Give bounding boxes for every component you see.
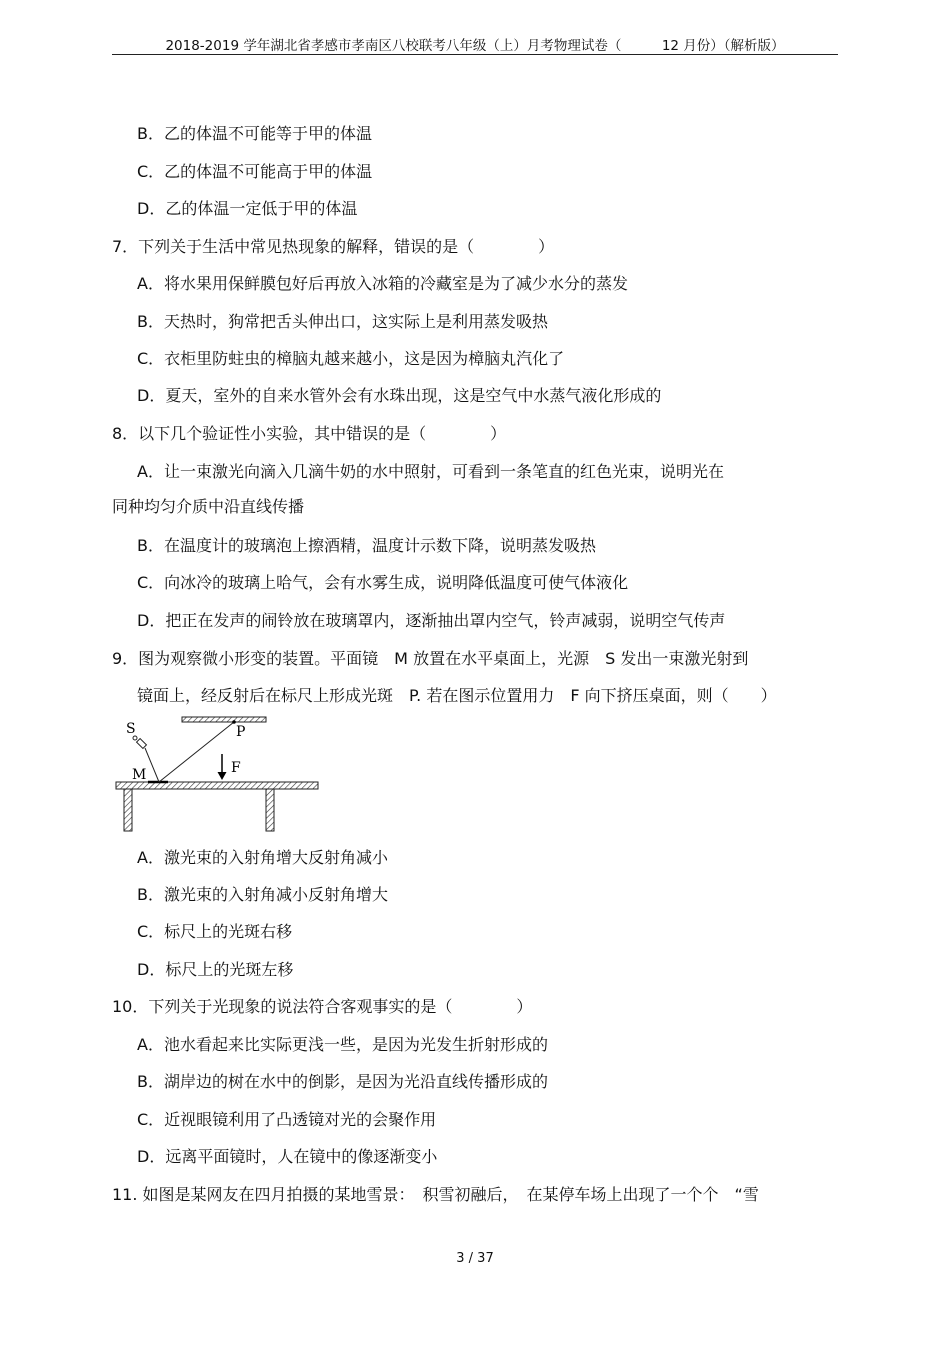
header-divider — [112, 54, 838, 55]
question-11-stem: 11. 如图是某网友在四月拍摄的某地雪景： 积雪初融后， 在某停车场上出现了一个个 “雪 — [112, 1185, 759, 1204]
question-9-option-b: B．激光束的入射角减小反射角增大 — [137, 885, 388, 904]
prev-option-c: C．乙的体温不可能高于甲的体温 — [137, 162, 373, 181]
table-leg-right — [266, 789, 274, 831]
question-9-stem-line1: 9．图为观察微小形变的装置。平面镜 M 放置在水平桌面上，光源 S 发出一束激光射到 — [112, 649, 749, 668]
table-top — [116, 782, 318, 789]
question-7-option-c: C．衣柜里防蛀虫的樟脑丸越来越小，这是因为樟脑丸汽化了 — [137, 349, 565, 368]
question-10-option-b: B．湖岸边的树在水中的倒影，是因为光沿直线传播形成的 — [137, 1072, 548, 1091]
laser-source — [133, 736, 146, 748]
question-8-option-a: A．让一束激光向滴入几滴牛奶的水中照射，可看到一条笔直的红色光束，说明光在 — [137, 462, 724, 481]
prev-option-d: D．乙的体温一定低于甲的体温 — [137, 199, 358, 218]
question-9-option-d: D．标尺上的光斑左移 — [137, 960, 294, 979]
label-s: S — [126, 721, 136, 737]
question-9-option-c: C．标尺上的光斑右移 — [137, 922, 293, 941]
question-8-stem: 8．以下几个验证性小实验，其中错误的是（ ） — [112, 424, 507, 443]
question-9-option-a: A．激光束的入射角增大反射角减小 — [137, 848, 388, 867]
question-8-option-d: D．把正在发声的闹铃放在玻璃罩内，逐渐抽出罩内空气，铃声减弱，说明空气传声 — [137, 611, 726, 630]
label-p: P — [236, 724, 246, 740]
question-9-stem-line2: 镜面上，经反射后在标尺上形成光斑 P. 若在图示位置用力 F 向下挤压桌面，则（ ） — [137, 686, 777, 705]
question-8-option-c: C．向冰冷的玻璃上哈气，会有水雾生成，说明降低温度可使气体液化 — [137, 573, 629, 592]
page-number: 3 / 37 — [456, 1251, 494, 1266]
question-7-option-b: B．天热时，狗常把舌头伸出口，这实际上是利用蒸发吸热 — [137, 312, 548, 331]
question-10-option-c: C．近视眼镜利用了凸透镜对光的会聚作用 — [137, 1110, 437, 1129]
question-8-option-b: B．在温度计的玻璃泡上擦酒精，温度计示数下降，说明蒸发吸热 — [137, 536, 596, 555]
question-10-stem: 10．下列关于光现象的说法符合客观事实的是（ ） — [112, 997, 533, 1016]
question-10-option-a: A．池水看起来比实际更浅一些，是因为光发生折射形成的 — [137, 1035, 548, 1054]
incident-ray — [145, 748, 159, 782]
question-7-stem: 7．下列关于生活中常见热现象的解释，错误的是（ ） — [112, 237, 555, 256]
table-leg-left — [124, 789, 132, 831]
force-arrow-icon — [218, 754, 227, 780]
document-header: 2018-2019 学年湖北省孝感市孝南区八校联考八年级（上）月考物理试卷（ 12 月份）（解析版） — [165, 38, 785, 54]
question-7-option-d: D．夏天，室外的自来水管外会有水珠出现，这是空气中水蒸气液化形成的 — [137, 386, 662, 405]
question-8-option-a-continued: 同种均匀介质中沿直线传播 — [112, 497, 305, 516]
question-10-option-d: D．远离平面镜时，人在镜中的像逐渐变小 — [137, 1147, 438, 1166]
label-f: F — [231, 760, 241, 776]
label-m: M — [132, 767, 147, 783]
scale-ruler — [182, 717, 266, 722]
question-7-option-a: A．将水果用保鲜膜包好后再放入冰箱的冷藏室是为了减少水分的蒸发 — [137, 274, 628, 293]
deformation-apparatus-figure — [112, 712, 332, 834]
prev-option-b: B．乙的体温不可能等于甲的体温 — [137, 124, 372, 143]
